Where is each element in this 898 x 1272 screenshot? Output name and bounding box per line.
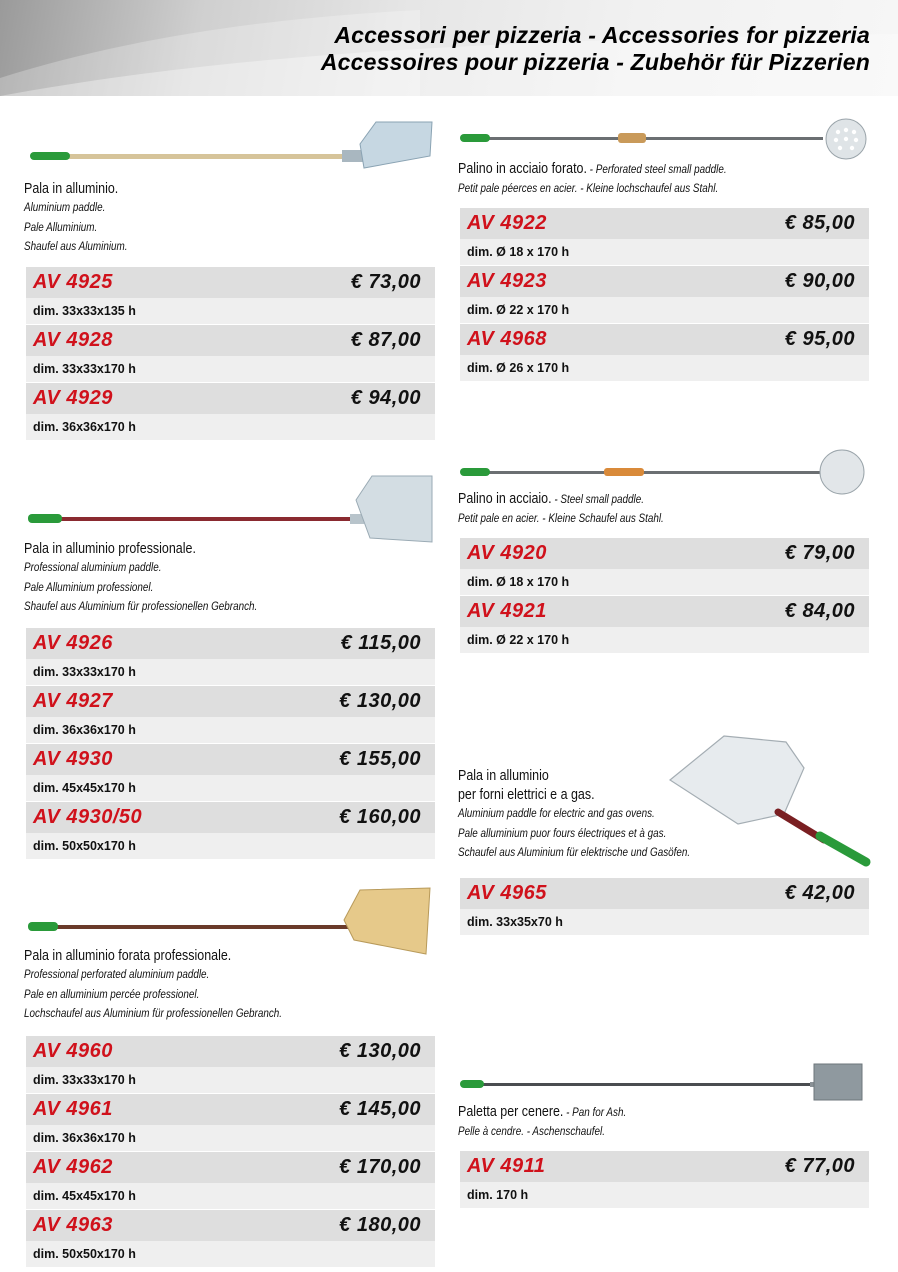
product-name-main: Palino in acciaio forato. — [458, 161, 587, 177]
product-name-line-2: per forni elettrici e a gas. — [458, 787, 595, 803]
product-desc-line: Pale Alluminium. — [24, 221, 98, 234]
product-description — [24, 540, 295, 618]
product-price: € 130,00 — [339, 1040, 421, 1062]
product-code: AV 4929 — [33, 387, 113, 409]
product-code: AV 4927 — [33, 690, 113, 712]
dimension-row — [26, 1125, 435, 1151]
product-dimensions: dim. 45x45x170 h — [33, 1189, 136, 1203]
dimension-row — [460, 909, 869, 935]
price-table — [460, 1150, 869, 1208]
product-price: € 94,00 — [350, 387, 421, 409]
product-desc-line: Schaufel aus Aluminium für elektrische und Gasöfen. — [458, 847, 691, 859]
product-code: AV 4930 — [33, 748, 113, 770]
product-description — [24, 180, 144, 258]
price-row — [460, 537, 869, 569]
price-row — [460, 207, 869, 239]
price-row — [460, 265, 869, 297]
product-description — [24, 947, 324, 1025]
product-desc-line: Aluminium paddle for electric and gas ovens. — [458, 808, 655, 820]
product-name: Pala in alluminio professionale. — [24, 541, 196, 557]
product-name-extra: - Perforated steel small paddle. — [586, 164, 727, 176]
product-dimensions: dim. 50x50x170 h — [33, 1247, 136, 1261]
product-name-main: Paletta per cenere. — [458, 1104, 564, 1120]
price-row — [26, 801, 435, 833]
dimension-row — [26, 717, 435, 743]
price-row — [26, 1093, 435, 1125]
product-dimensions: dim. Ø 22 x 170 h — [467, 633, 570, 647]
product-code: AV 4962 — [33, 1156, 113, 1178]
page-title-line-2: Accessoires pour pizzeria - Zubehör für Pizzerien — [320, 49, 870, 75]
product-dimensions: dim. 170 h — [467, 1188, 529, 1202]
price-row — [26, 743, 435, 775]
product-description — [458, 490, 697, 530]
product-desc-line: Pale alluminium puor fours électriques et à gas. — [458, 827, 667, 840]
product-price: € 90,00 — [784, 270, 855, 292]
product-code: AV 4965 — [467, 882, 547, 904]
product-desc-line: Pale Alluminium professionel. — [24, 581, 154, 594]
dimension-row — [26, 1067, 435, 1093]
product-price: € 73,00 — [350, 271, 421, 293]
product-code: AV 4921 — [467, 600, 547, 622]
price-row — [460, 1150, 869, 1182]
product-price: € 155,00 — [339, 748, 421, 770]
product-desc-line: Shaufel aus Aluminium. — [24, 241, 128, 253]
product-name-extra: - Pan for Ash. — [563, 1107, 627, 1119]
product-dimensions: dim. Ø 26 x 170 h — [467, 361, 570, 375]
price-table — [26, 266, 435, 440]
product-dimensions: dim. 33x35x70 h — [467, 915, 563, 929]
dimension-row — [460, 569, 869, 595]
product-name — [458, 490, 664, 510]
product-price: € 130,00 — [339, 690, 421, 712]
product-code: AV 4928 — [33, 329, 113, 351]
product-dimensions: dim. 33x33x170 h — [33, 1073, 136, 1087]
price-row — [26, 266, 435, 298]
product-code: AV 4963 — [33, 1214, 113, 1236]
dimension-row — [26, 1183, 435, 1209]
dimension-row — [26, 298, 435, 324]
price-row — [26, 324, 435, 356]
product-dimensions: dim. 45x45x170 h — [33, 781, 136, 795]
ash-pan-image — [458, 1060, 873, 1102]
product-code: AV 4926 — [33, 632, 113, 654]
product-price: € 42,00 — [784, 882, 855, 904]
price-row — [26, 627, 435, 659]
product-desc-line: Professional perforated aluminium paddle. — [24, 969, 210, 981]
price-row — [26, 382, 435, 414]
steel-small-paddle-image — [458, 448, 873, 496]
dimension-row — [26, 833, 435, 859]
product-price: € 77,00 — [784, 1155, 855, 1177]
dimension-row — [26, 1241, 435, 1267]
dimension-row — [26, 414, 435, 440]
product-dimensions: dim. Ø 18 x 170 h — [467, 575, 570, 589]
product-dimensions: dim. Ø 18 x 170 h — [467, 245, 570, 259]
product-price: € 145,00 — [339, 1098, 421, 1120]
professional-paddle-image — [24, 470, 439, 550]
product-desc-line: Lochschaufel aus Aluminium für professionellen Gebranch. — [24, 1008, 283, 1020]
product-description — [458, 160, 770, 200]
product-price: € 115,00 — [340, 632, 421, 654]
dimension-row — [460, 239, 869, 265]
product-desc-line: Shaufel aus Aluminium für professionellen Gebranch. — [24, 601, 258, 613]
product-dimensions: dim. Ø 22 x 170 h — [467, 303, 570, 317]
product-price: € 95,00 — [784, 328, 855, 350]
product-code: AV 4911 — [467, 1155, 546, 1177]
aluminium-paddle-image — [24, 116, 439, 176]
product-dimensions: dim. 33x33x170 h — [33, 665, 136, 679]
product-desc-line: Pale en alluminium percée professionel. — [24, 988, 200, 1001]
product-code: AV 4960 — [33, 1040, 113, 1062]
product-price: € 170,00 — [339, 1156, 421, 1178]
product-dimensions: dim. 36x36x170 h — [33, 420, 136, 434]
price-table — [460, 207, 869, 381]
product-dimensions: dim. 33x33x135 h — [33, 304, 136, 318]
product-desc-line: Petit pale péerces en acier. - Kleine lochschaufel aus Stahl. — [458, 183, 719, 195]
dimension-row — [460, 355, 869, 381]
price-table — [460, 877, 869, 935]
product-name — [458, 160, 727, 180]
product-price: € 85,00 — [784, 212, 855, 234]
product-code: AV 4920 — [467, 542, 547, 564]
product-description — [458, 767, 728, 864]
product-code: AV 4968 — [467, 328, 547, 350]
dimension-row — [26, 659, 435, 685]
page-header — [0, 0, 898, 96]
product-desc-line: Professional aluminium paddle. — [24, 562, 162, 574]
product-dimensions: dim. 33x33x170 h — [33, 362, 136, 376]
price-row — [460, 323, 869, 355]
price-row — [26, 685, 435, 717]
price-row — [460, 877, 869, 909]
product-name: Pala in alluminio — [458, 768, 549, 784]
price-table — [460, 537, 869, 653]
dimension-row — [26, 356, 435, 382]
dimension-row — [460, 297, 869, 323]
product-name: Pala in alluminio forata professionale. — [24, 948, 232, 964]
product-price: € 79,00 — [784, 542, 855, 564]
product-desc-line: Aluminium paddle. — [24, 202, 106, 214]
price-row — [26, 1035, 435, 1067]
product-price: € 84,00 — [784, 600, 855, 622]
product-name-extra: - Steel small paddle. — [551, 494, 644, 506]
page-title-line-1: Accessori per pizzeria - Accessories for pizzeria — [334, 22, 870, 48]
dimension-row — [26, 775, 435, 801]
product-description — [458, 1103, 654, 1143]
perforated-small-paddle-image — [458, 118, 873, 162]
product-price: € 87,00 — [350, 329, 421, 351]
price-row — [26, 1209, 435, 1241]
product-name — [458, 1103, 626, 1123]
product-name-main: Palino in acciaio. — [458, 491, 552, 507]
product-code: AV 4925 — [33, 271, 113, 293]
product-price: € 180,00 — [339, 1214, 421, 1236]
price-table — [26, 1035, 435, 1267]
product-code: AV 4923 — [467, 270, 547, 292]
product-code: AV 4922 — [467, 212, 547, 234]
price-row — [460, 595, 869, 627]
product-name: Pala in alluminio. — [24, 181, 119, 197]
product-dimensions: dim. 36x36x170 h — [33, 723, 136, 737]
price-table — [26, 627, 435, 859]
price-row — [26, 1151, 435, 1183]
product-desc-line: Pelle à cendre. - Aschenschaufel. — [458, 1126, 605, 1138]
product-code: AV 4930/50 — [33, 806, 143, 828]
product-desc-line: Petit pale en acier. - Kleine Schaufel aus Stahl. — [458, 513, 664, 525]
product-price: € 160,00 — [339, 806, 421, 828]
product-code: AV 4961 — [33, 1098, 113, 1120]
product-dimensions: dim. 50x50x170 h — [33, 839, 136, 853]
product-dimensions: dim. 36x36x170 h — [33, 1131, 136, 1145]
dimension-row — [460, 1182, 869, 1208]
dimension-row — [460, 627, 869, 653]
